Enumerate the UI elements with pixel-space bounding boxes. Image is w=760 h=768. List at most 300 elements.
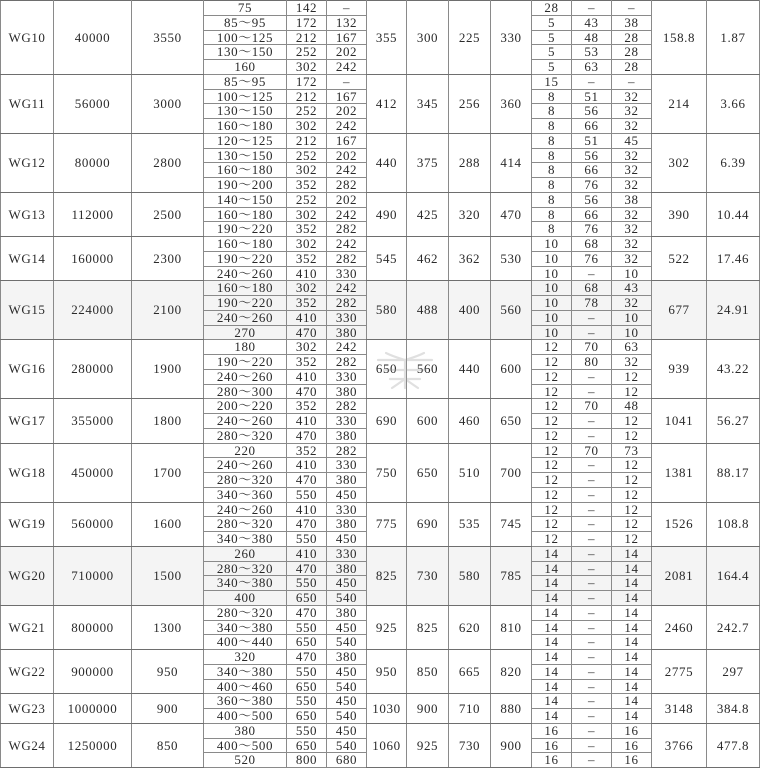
cell-val-c: 1060 [367, 723, 407, 767]
cell-qty: 14 [532, 591, 572, 606]
cell-weight: 1526 [652, 502, 707, 546]
cell-val-e: 440 [449, 340, 491, 399]
cell-dim-h: 12 [612, 369, 652, 384]
cell-dim-g: – [572, 620, 612, 635]
cell-qty: 8 [532, 119, 572, 134]
cell-dim-a: 352 [287, 251, 327, 266]
cell-dim-b: 380 [327, 561, 367, 576]
cell-weight: 677 [652, 281, 707, 340]
cell-dim-b: 380 [327, 650, 367, 665]
cell-power: 242.7 [707, 605, 760, 649]
cell-capacity: 560000 [54, 502, 132, 546]
cell-val-e: 288 [449, 133, 491, 192]
cell-qty: 10 [532, 325, 572, 340]
cell-weight: 522 [652, 237, 707, 281]
cell-dim-b: 330 [327, 266, 367, 281]
cell-dim-a: 470 [287, 384, 327, 399]
cell-dim-g: – [572, 694, 612, 709]
cell-qty: 14 [532, 679, 572, 694]
cell-dim-g: 56 [572, 192, 612, 207]
cell-val-f: 530 [491, 237, 532, 281]
cell-capacity: 160000 [54, 237, 132, 281]
cell-dim-a: 352 [287, 222, 327, 237]
cell-dim-a: 650 [287, 635, 327, 650]
cell-power: 297 [707, 650, 760, 694]
cell-dim-a: 550 [287, 620, 327, 635]
cell-dim-b: 330 [327, 502, 367, 517]
cell-dim-b: 380 [327, 325, 367, 340]
cell-dim-b: 167 [327, 133, 367, 148]
table-row [1, 281, 760, 296]
cell-qty: 14 [532, 576, 572, 591]
cell-qty: 5 [532, 60, 572, 75]
cell-dim-b: 450 [327, 532, 367, 547]
cell-weight: 3766 [652, 723, 707, 767]
cell-val-c: 440 [367, 133, 407, 192]
cell-dim-h: 38 [612, 192, 652, 207]
cell-val-d: 925 [407, 723, 449, 767]
cell-speed: 1900 [132, 340, 204, 399]
cell-dim-g: – [572, 532, 612, 547]
cell-dim-a: 410 [287, 458, 327, 473]
cell-dim-b: 282 [327, 178, 367, 193]
cell-capacity: 224000 [54, 281, 132, 340]
cell-capacity: 1000000 [54, 694, 132, 724]
cell-size-range: 190～220 [204, 251, 287, 266]
cell-qty: 12 [532, 355, 572, 370]
cell-dim-h: 16 [612, 753, 652, 768]
cell-dim-g: – [572, 74, 612, 89]
table-row [1, 502, 760, 517]
cell-qty: 10 [532, 296, 572, 311]
cell-weight: 158.8 [652, 1, 707, 75]
table-row [1, 443, 760, 458]
cell-dim-h: 14 [612, 576, 652, 591]
cell-val-d: 345 [407, 74, 449, 133]
cell-speed: 3000 [132, 74, 204, 133]
cell-dim-a: 550 [287, 487, 327, 502]
cell-dim-a: 142 [287, 1, 327, 16]
cell-val-f: 745 [491, 502, 532, 546]
cell-dim-a: 172 [287, 74, 327, 89]
cell-speed: 1500 [132, 546, 204, 605]
cell-dim-h: 32 [612, 355, 652, 370]
cell-dim-b: 450 [327, 487, 367, 502]
cell-dim-g: – [572, 266, 612, 281]
cell-dim-b: 242 [327, 163, 367, 178]
cell-dim-a: 302 [287, 340, 327, 355]
cell-qty: 8 [532, 178, 572, 193]
cell-dim-a: 410 [287, 310, 327, 325]
cell-dim-a: 650 [287, 679, 327, 694]
cell-dim-h: 28 [612, 45, 652, 60]
cell-size-range: 160～180 [204, 207, 287, 222]
table-row [1, 546, 760, 561]
cell-weight: 2081 [652, 546, 707, 605]
cell-size-range: 190～220 [204, 355, 287, 370]
cell-size-range: 520 [204, 753, 287, 768]
cell-val-c: 825 [367, 546, 407, 605]
table-row [1, 237, 760, 252]
cell-dim-g: – [572, 310, 612, 325]
cell-dim-a: 470 [287, 650, 327, 665]
cell-qty: 12 [532, 517, 572, 532]
cell-model: WG18 [1, 443, 54, 502]
cell-dim-g: 53 [572, 45, 612, 60]
cell-qty: 14 [532, 635, 572, 650]
cell-val-f: 810 [491, 605, 532, 649]
cell-dim-g: 76 [572, 222, 612, 237]
cell-dim-h: 12 [612, 428, 652, 443]
cell-qty: 12 [532, 443, 572, 458]
cell-val-f: 600 [491, 340, 532, 399]
cell-val-e: 460 [449, 399, 491, 443]
cell-val-d: 730 [407, 546, 449, 605]
cell-dim-g: – [572, 384, 612, 399]
cell-val-e: 320 [449, 192, 491, 236]
cell-dim-a: 302 [287, 119, 327, 134]
cell-dim-b: 282 [327, 251, 367, 266]
cell-dim-a: 800 [287, 753, 327, 768]
cell-dim-h: 12 [612, 517, 652, 532]
table-row [1, 650, 760, 665]
cell-dim-g: – [572, 576, 612, 591]
cell-qty: 8 [532, 222, 572, 237]
cell-dim-h: 12 [612, 487, 652, 502]
cell-dim-a: 410 [287, 266, 327, 281]
cell-dim-b: 450 [327, 694, 367, 709]
cell-val-e: 580 [449, 546, 491, 605]
cell-dim-a: 470 [287, 428, 327, 443]
cell-qty: 12 [532, 532, 572, 547]
cell-dim-h: 63 [612, 340, 652, 355]
cell-qty: 28 [532, 1, 572, 16]
cell-dim-b: 540 [327, 738, 367, 753]
cell-dim-h: 14 [612, 620, 652, 635]
cell-dim-a: 252 [287, 104, 327, 119]
cell-dim-a: 212 [287, 133, 327, 148]
cell-dim-g: 70 [572, 340, 612, 355]
cell-val-f: 360 [491, 74, 532, 133]
cell-qty: 10 [532, 251, 572, 266]
cell-dim-b: 167 [327, 30, 367, 45]
cell-val-d: 425 [407, 192, 449, 236]
cell-val-c: 545 [367, 237, 407, 281]
cell-dim-g: – [572, 1, 612, 16]
cell-size-range: 160～180 [204, 281, 287, 296]
cell-dim-b: 242 [327, 60, 367, 75]
cell-dim-a: 650 [287, 738, 327, 753]
cell-capacity: 56000 [54, 74, 132, 133]
cell-qty: 8 [532, 163, 572, 178]
cell-dim-g: 68 [572, 281, 612, 296]
cell-dim-b: 540 [327, 635, 367, 650]
cell-size-range: 85～95 [204, 15, 287, 30]
cell-dim-h: 48 [612, 399, 652, 414]
cell-weight: 2775 [652, 650, 707, 694]
cell-dim-h: 32 [612, 104, 652, 119]
cell-dim-h: 32 [612, 148, 652, 163]
cell-dim-g: – [572, 502, 612, 517]
cell-power: 384.8 [707, 694, 760, 724]
cell-speed: 2500 [132, 192, 204, 236]
cell-dim-b: 330 [327, 369, 367, 384]
cell-size-range: 280～320 [204, 428, 287, 443]
cell-dim-g: 78 [572, 296, 612, 311]
cell-dim-a: 470 [287, 517, 327, 532]
cell-size-range: 120～125 [204, 133, 287, 148]
cell-size-range: 160～180 [204, 163, 287, 178]
cell-dim-a: 212 [287, 30, 327, 45]
cell-weight: 1381 [652, 443, 707, 502]
cell-qty: 14 [532, 620, 572, 635]
cell-dim-b: 330 [327, 310, 367, 325]
cell-power: 477.8 [707, 723, 760, 767]
cell-dim-b: 450 [327, 576, 367, 591]
cell-capacity: 112000 [54, 192, 132, 236]
cell-dim-g: – [572, 709, 612, 724]
cell-size-range: 85～95 [204, 74, 287, 89]
cell-size-range: 400～500 [204, 709, 287, 724]
cell-model: WG24 [1, 723, 54, 767]
cell-size-range: 340～380 [204, 576, 287, 591]
cell-capacity: 80000 [54, 133, 132, 192]
cell-weight: 214 [652, 74, 707, 133]
cell-dim-h: 28 [612, 60, 652, 75]
cell-dim-a: 410 [287, 369, 327, 384]
cell-dim-g: – [572, 487, 612, 502]
cell-power: 88.17 [707, 443, 760, 502]
cell-val-f: 330 [491, 1, 532, 75]
cell-model: WG13 [1, 192, 54, 236]
cell-dim-g: – [572, 458, 612, 473]
cell-qty: 12 [532, 473, 572, 488]
cell-size-range: 130～150 [204, 104, 287, 119]
cell-model: WG20 [1, 546, 54, 605]
cell-size-range: 340～380 [204, 532, 287, 547]
cell-dim-g: 70 [572, 443, 612, 458]
cell-val-d: 850 [407, 650, 449, 694]
cell-qty: 16 [532, 753, 572, 768]
cell-dim-h: 14 [612, 546, 652, 561]
cell-dim-h: 10 [612, 310, 652, 325]
cell-size-range: 400～440 [204, 635, 287, 650]
cell-dim-a: 410 [287, 414, 327, 429]
cell-size-range: 280～320 [204, 561, 287, 576]
cell-qty: 12 [532, 428, 572, 443]
cell-dim-h: 16 [612, 738, 652, 753]
cell-val-c: 750 [367, 443, 407, 502]
cell-dim-h: 12 [612, 414, 652, 429]
cell-val-f: 470 [491, 192, 532, 236]
cell-qty: 10 [532, 310, 572, 325]
cell-dim-b: 330 [327, 546, 367, 561]
cell-dim-h: 10 [612, 266, 652, 281]
cell-val-c: 412 [367, 74, 407, 133]
cell-val-e: 362 [449, 237, 491, 281]
cell-qty: 8 [532, 133, 572, 148]
cell-val-d: 900 [407, 694, 449, 724]
cell-val-d: 600 [407, 399, 449, 443]
cell-dim-h: 32 [612, 251, 652, 266]
cell-capacity: 800000 [54, 605, 132, 649]
cell-capacity: 1250000 [54, 723, 132, 767]
cell-size-range: 400 [204, 591, 287, 606]
cell-val-f: 820 [491, 650, 532, 694]
cell-qty: 10 [532, 266, 572, 281]
cell-dim-a: 352 [287, 399, 327, 414]
cell-qty: 12 [532, 414, 572, 429]
cell-qty: 5 [532, 15, 572, 30]
cell-speed: 2300 [132, 237, 204, 281]
cell-val-d: 375 [407, 133, 449, 192]
cell-capacity: 280000 [54, 340, 132, 399]
cell-dim-a: 252 [287, 192, 327, 207]
table-row [1, 605, 760, 620]
cell-size-range: 160～180 [204, 119, 287, 134]
cell-dim-h: 28 [612, 30, 652, 45]
cell-dim-g: – [572, 679, 612, 694]
cell-dim-a: 302 [287, 237, 327, 252]
cell-dim-a: 550 [287, 664, 327, 679]
cell-dim-a: 550 [287, 532, 327, 547]
cell-power: 6.39 [707, 133, 760, 192]
cell-dim-h: 14 [612, 635, 652, 650]
table-row [1, 340, 760, 355]
cell-dim-a: 470 [287, 561, 327, 576]
cell-power: 164.4 [707, 546, 760, 605]
cell-qty: 16 [532, 723, 572, 738]
cell-size-range: 280～320 [204, 473, 287, 488]
cell-dim-g: 76 [572, 178, 612, 193]
cell-val-f: 700 [491, 443, 532, 502]
cell-val-f: 414 [491, 133, 532, 192]
cell-size-range: 340～380 [204, 664, 287, 679]
cell-dim-h: 14 [612, 679, 652, 694]
cell-weight: 390 [652, 192, 707, 236]
cell-size-range: 100～125 [204, 89, 287, 104]
cell-dim-h: 14 [612, 709, 652, 724]
cell-qty: 8 [532, 89, 572, 104]
cell-qty: 8 [532, 192, 572, 207]
cell-size-range: 140～150 [204, 192, 287, 207]
cell-dim-h: 32 [612, 163, 652, 178]
cell-qty: 14 [532, 664, 572, 679]
cell-capacity: 450000 [54, 443, 132, 502]
cell-size-range: 280～320 [204, 605, 287, 620]
cell-size-range: 240～260 [204, 502, 287, 517]
cell-dim-g: – [572, 414, 612, 429]
cell-qty: 12 [532, 502, 572, 517]
cell-power: 24.91 [707, 281, 760, 340]
cell-dim-h: 45 [612, 133, 652, 148]
cell-size-range: 340～360 [204, 487, 287, 502]
cell-capacity: 355000 [54, 399, 132, 443]
cell-val-d: 462 [407, 237, 449, 281]
cell-qty: 12 [532, 340, 572, 355]
cell-dim-a: 470 [287, 605, 327, 620]
cell-dim-a: 212 [287, 89, 327, 104]
cell-dim-b: 242 [327, 281, 367, 296]
cell-dim-h: 12 [612, 502, 652, 517]
cell-dim-a: 252 [287, 148, 327, 163]
cell-qty: 14 [532, 546, 572, 561]
cell-dim-g: – [572, 753, 612, 768]
cell-weight: 939 [652, 340, 707, 399]
cell-qty: 12 [532, 384, 572, 399]
cell-val-e: 665 [449, 650, 491, 694]
cell-dim-g: 56 [572, 148, 612, 163]
cell-speed: 900 [132, 694, 204, 724]
cell-dim-g: – [572, 369, 612, 384]
cell-dim-b: 282 [327, 443, 367, 458]
cell-dim-a: 410 [287, 546, 327, 561]
cell-qty: 14 [532, 694, 572, 709]
cell-speed: 1700 [132, 443, 204, 502]
cell-capacity: 40000 [54, 1, 132, 75]
cell-size-range: 200～220 [204, 399, 287, 414]
cell-dim-b: 282 [327, 355, 367, 370]
cell-dim-g: 70 [572, 399, 612, 414]
table-row [1, 1, 760, 16]
cell-size-range: 380 [204, 723, 287, 738]
cell-dim-b: 380 [327, 517, 367, 532]
cell-dim-b: 242 [327, 340, 367, 355]
cell-dim-b: 450 [327, 620, 367, 635]
cell-val-c: 580 [367, 281, 407, 340]
cell-dim-g: – [572, 546, 612, 561]
cell-dim-a: 252 [287, 45, 327, 60]
cell-dim-a: 650 [287, 591, 327, 606]
cell-dim-b: 202 [327, 45, 367, 60]
cell-size-range: 240～260 [204, 369, 287, 384]
cell-dim-h: 10 [612, 325, 652, 340]
cell-dim-h: 38 [612, 15, 652, 30]
cell-dim-b: 380 [327, 428, 367, 443]
cell-dim-b: 450 [327, 664, 367, 679]
cell-val-e: 225 [449, 1, 491, 75]
cell-dim-h: 12 [612, 458, 652, 473]
table-row [1, 723, 760, 738]
table-body [1, 1, 760, 768]
cell-dim-b: 540 [327, 709, 367, 724]
cell-qty: 10 [532, 281, 572, 296]
cell-qty: 12 [532, 369, 572, 384]
cell-power: 10.44 [707, 192, 760, 236]
table-row [1, 399, 760, 414]
cell-dim-h: 12 [612, 532, 652, 547]
cell-dim-g: – [572, 325, 612, 340]
cell-size-range: 130～150 [204, 45, 287, 60]
cell-power: 17.46 [707, 237, 760, 281]
cell-dim-b: 380 [327, 384, 367, 399]
cell-dim-b: – [327, 74, 367, 89]
cell-dim-b: 540 [327, 679, 367, 694]
cell-dim-g: – [572, 428, 612, 443]
cell-dim-g: 48 [572, 30, 612, 45]
cell-dim-a: 410 [287, 502, 327, 517]
cell-val-e: 620 [449, 605, 491, 649]
cell-weight: 2460 [652, 605, 707, 649]
cell-qty: 15 [532, 74, 572, 89]
cell-size-range: 260 [204, 546, 287, 561]
cell-dim-h: 73 [612, 443, 652, 458]
cell-dim-b: 282 [327, 222, 367, 237]
cell-dim-h: 16 [612, 723, 652, 738]
cell-dim-g: 76 [572, 251, 612, 266]
cell-dim-b: 330 [327, 458, 367, 473]
cell-size-range: 190～200 [204, 178, 287, 193]
